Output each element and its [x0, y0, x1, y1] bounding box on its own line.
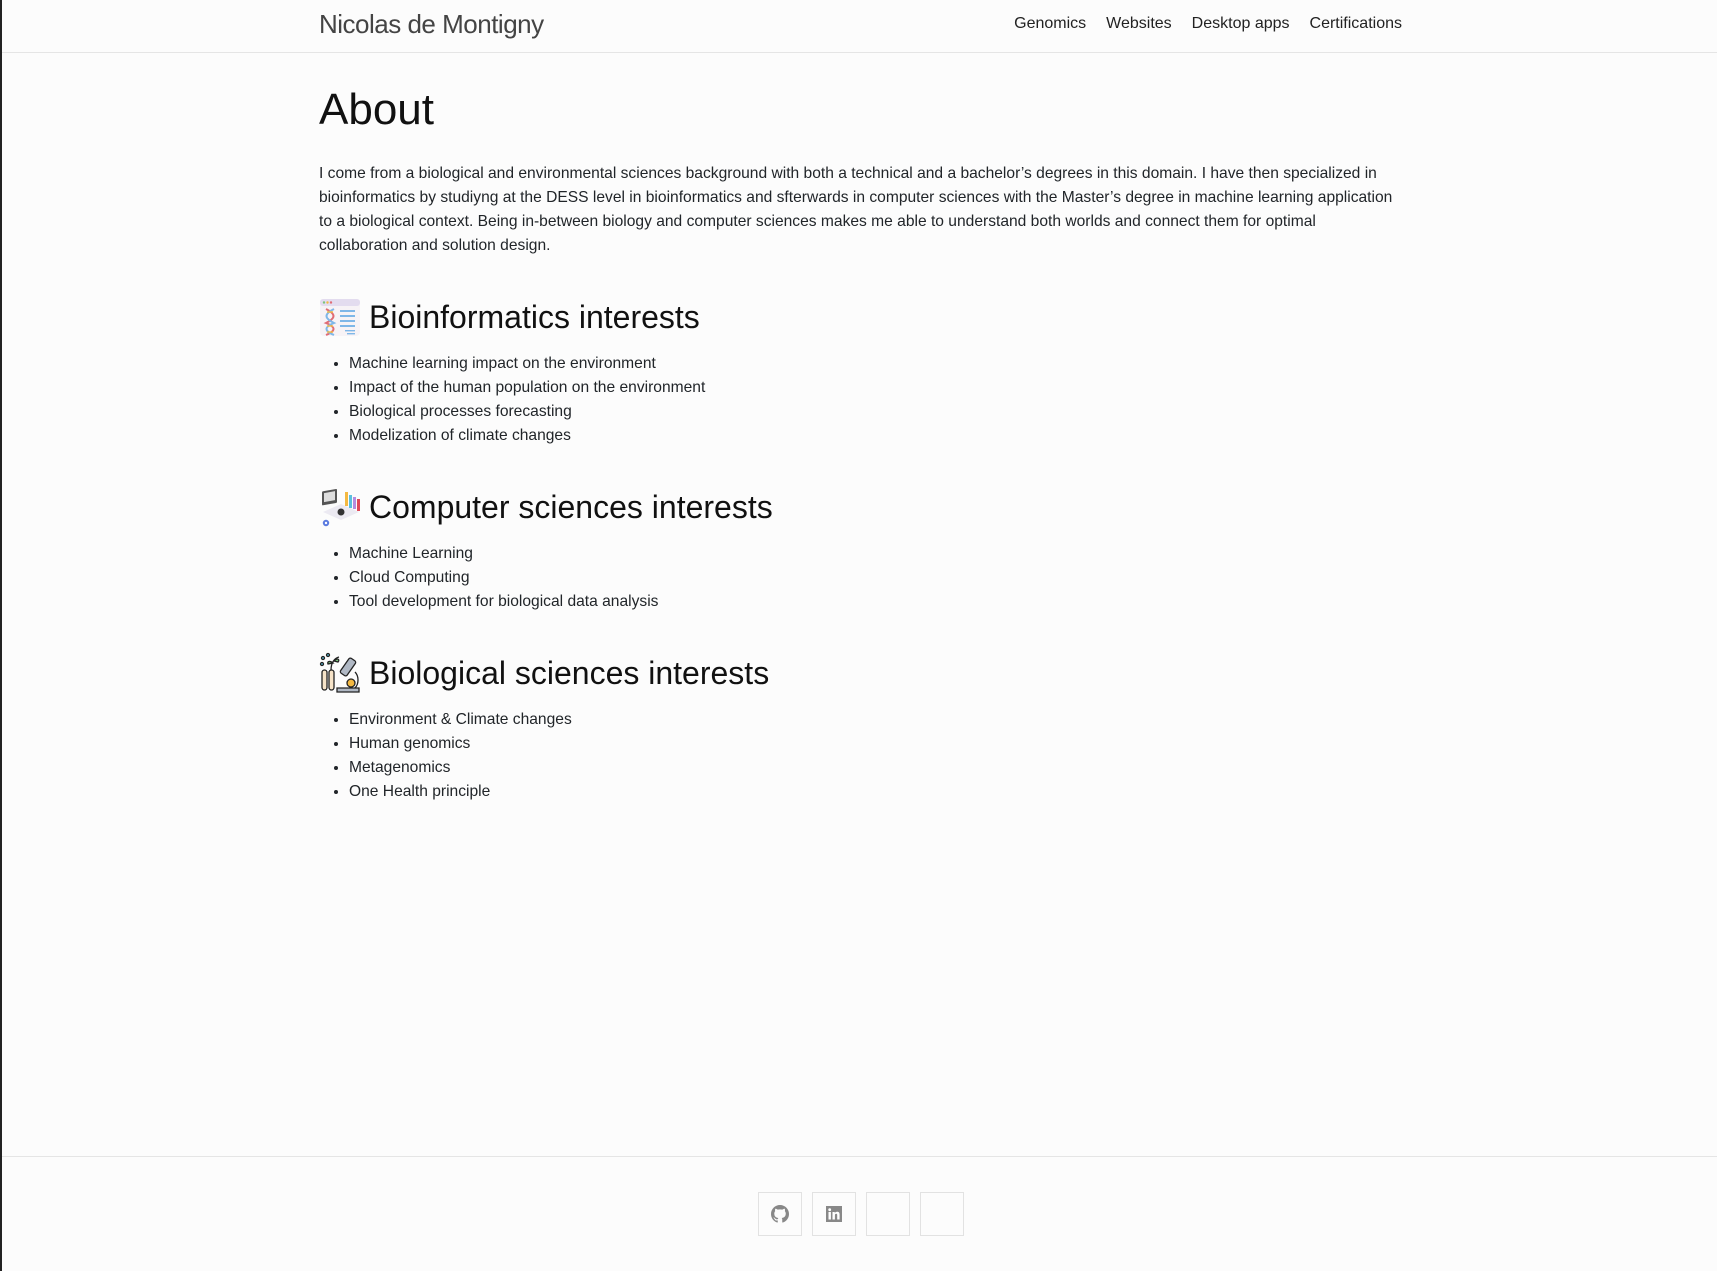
social-button-3[interactable]	[866, 1192, 910, 1236]
list-item: • Machine Learning	[349, 542, 1403, 566]
main-content	[319, 53, 1403, 804]
list-item: • Impact of the human population on the environment	[349, 376, 1403, 400]
list-item: • Modelization of climate changes	[349, 424, 1403, 448]
list-item: • Human genomics	[349, 732, 1403, 756]
section-title: Computer sciences interests	[369, 489, 773, 525]
page-title: About	[319, 85, 434, 134]
section-bioinformatics	[319, 296, 1403, 448]
section-biological-sciences	[319, 652, 1403, 804]
list-item: • Environment & Climate changes	[349, 708, 1403, 732]
section-computer-sciences	[319, 486, 1403, 614]
nav-certifications[interactable]: Certifications	[1309, 15, 1402, 32]
section-title: Bioinformatics interests	[369, 299, 700, 335]
list-item: • Machine learning impact on the environment	[349, 352, 1403, 376]
github-icon	[771, 1205, 789, 1223]
nav-desktop-apps[interactable]: Desktop apps	[1191, 15, 1290, 32]
data-science-icon	[319, 486, 361, 528]
social-button-4[interactable]	[920, 1192, 964, 1236]
top-navbar	[2, 0, 1717, 53]
brand-link[interactable]: Nicolas de Montigny	[319, 9, 544, 39]
social-links	[758, 1192, 964, 1236]
interest-list	[319, 352, 1403, 448]
microscope-plant-icon	[319, 652, 361, 694]
list-item: • Tool development for biological data analysis	[349, 590, 1403, 614]
list-item: • Cloud Computing	[349, 566, 1403, 590]
dna-code-icon	[319, 296, 361, 338]
linkedin-button[interactable]	[812, 1192, 856, 1236]
linkedin-icon	[826, 1206, 842, 1222]
interest-list	[319, 542, 1403, 614]
interest-list	[319, 708, 1403, 804]
list-item: • Metagenomics	[349, 756, 1403, 780]
github-button[interactable]	[758, 1192, 802, 1236]
nav-websites[interactable]: Websites	[1106, 15, 1172, 32]
list-item: • One Health principle	[349, 780, 1403, 804]
list-item: • Biological processes forecasting	[349, 400, 1403, 424]
nav-genomics[interactable]: Genomics	[1014, 15, 1087, 32]
section-title: Biological sciences interests	[369, 655, 770, 691]
intro-paragraph: I come from a biological and environmental sciences background with both a technical and a bachelor’s degrees in this domain. I have then specialized in bioinformatics by studiyng at the DESS level in bioinformatics and sfterwards in computer sciences with the Master’s degree in machine learning application to a biological context. Being in-between biology and computer sciences makes me able to understand both worlds and connect them for optimal collaboration and solution design.	[319, 165, 1393, 254]
footer	[2, 1156, 1717, 1271]
nav-links	[1014, 15, 1402, 33]
